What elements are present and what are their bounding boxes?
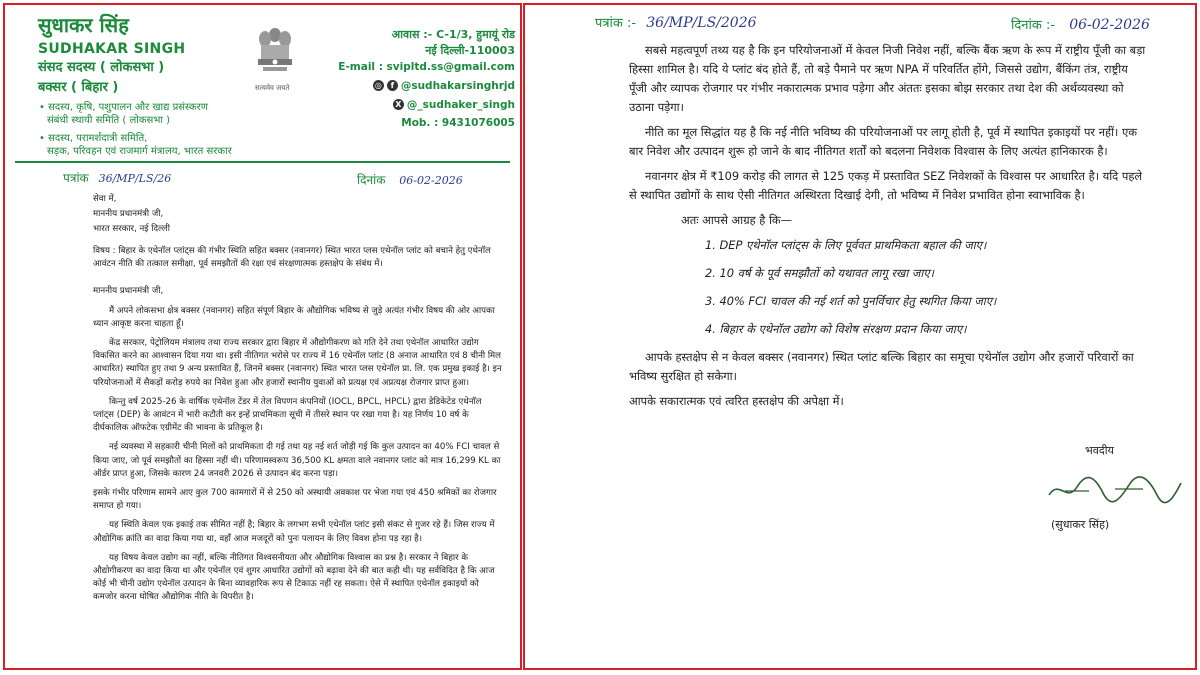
salutation-line: भारत सरकार, नई दिल्ली	[93, 224, 170, 235]
body-paragraph: केंद्र सरकार, पेट्रोलियम मंत्रालय तथा राज्य सरकार द्वारा बिहार में औद्योगीकरण को गति देने तथा एथेनॉल आधारित उद्योग विकसित करने का आश्वासन दिया गया था। इसी नीतिगत भरोसे पर राज्य में 16 एथेनॉल प्लांट (8 अनाज आधारित एवं 8 चीनी मिल आधारित) स्थापित हुए तथा 9 अन्य प्रस्तावित हैं, जिनमें बक्सर (नवानगर) स्थित भारत प्लस एथेनॉल प्रा. लि. एक प्रमुख इकाई है। इन परियोजनाओं में सैकड़ों करोड़ रुपये का निवेश हुआ और हजारों स्थानीय युवाओं को प्रत्यक्ष एवं अप्रत्यक्ष रोजगार प्राप्त हुआ।	[93, 338, 502, 388]
ref-number: 36/MP/LS/26	[98, 172, 172, 185]
body-paragraph: नीति का मूल सिद्धांत यह है कि नई नीति भविष्य की परियोजनाओं पर लागू होती है, पूर्व में स्थापित इकाइयों पर नहीं। एक बार निवेश और उत्पादन शुरू हो जाने के बाद नीतिगत शर्तों को बदलना निवेशक विश्वास के लिए अत्यंत हानिकारक है।	[629, 125, 1138, 158]
closing-paragraph: आपके हस्तक्षेप से न केवल बक्सर (नवानगर) स्थित प्लांट बल्कि बिहार का समूचा एथेनॉल उद्योग और हजारों परिवारों का भविष्य सुरक्षित हो सकेगा।	[629, 350, 1134, 383]
ref-label: पत्रांक :-	[595, 16, 637, 31]
date-block	[357, 171, 463, 188]
request-item: 2. 10 वर्ष के पूर्व समझौतों को यथावत लागू रखा जाए।	[705, 266, 934, 280]
letterhead-post: संसद सदस्य ( लोकसभा )	[38, 60, 165, 75]
date-value: 06-02-2026	[399, 174, 463, 187]
ref-label: पत्रांक	[63, 171, 89, 185]
signature-icon	[1045, 473, 1185, 507]
x-row	[393, 98, 515, 111]
committee-1-line-1: • सदस्य, कृषि, पशुपालन और खाद्य प्रसंस्करण	[39, 102, 208, 113]
letterhead-name-hindi: सुधाकर सिंह	[38, 13, 129, 37]
address-line-2: नई दिल्ली-110003	[425, 44, 515, 57]
date-value: 06-02-2026	[1069, 17, 1150, 33]
date-label: दिनांक :-	[1011, 18, 1056, 33]
subject-line: विषय : बिहार के एथेनॉल प्लांट्स की गंभीर स्थिति सहित बक्सर (नवानगर) स्थित भारत प्लस एथेनॉल प्लांट को बचाने हेतु एथेनॉल आवंटन नीति की तत्काल समीक्षा, पूर्व समझौतों की रक्षा एवं संरक्षणात्मक हस्तक्षेप के संबंध में।	[93, 246, 491, 270]
address-line-1: आवास :- C-1/3, हुमायूं रोड	[391, 28, 515, 41]
body-paragraph: सबसे महत्वपूर्ण तथ्य यह है कि इन परियोजनाओं में केवल निजी निवेश नहीं, बल्कि बैंक ऋण के रूप में राष्ट्रीय पूँजी का बड़ा हिस्सा शामिल है। यदि ये प्लांट बंद होते हैं, तो बड़े पैमाने पर ऋण NPA में परिवर्तित होंगे, जिससे उद्योग, बैंकिंग तंत्र, राष्ट्रीय पूँजी और व्यापक रोजगार पर गंभीर नकारात्मक प्रभाव पड़ेगा और अंततः इसका बोझ सरकार तथा देश की अर्थव्यवस्था को उठाना पड़ेगा।	[629, 43, 1146, 114]
body-paragraph: नवानगर क्षेत्र में ₹109 करोड़ की लागत से 125 एकड़ में प्रस्तावित SEZ निवेशकों के विश्वास पर आधारित है। यदि पहले से स्थापित उद्योगों के साथ ऐसी नीतिगत अस्थिरता दिखाई देगी, तो भविष्य में निवेश प्रभावित होना स्वाभाविक है।	[629, 169, 1143, 202]
ref-number-block	[595, 13, 757, 31]
instagram-icon: ◎	[373, 80, 384, 91]
letterhead-constituency: बक्सर ( बिहार )	[38, 80, 119, 95]
body-paragraph: इसके गंभीर परिणाम सामने आए कुल 700 कामगारों में से 250 को अस्थायी अवकाश पर भेजा गया एवं 450 श्रमिकों का रोजगार समाप्त हो गया।	[93, 488, 497, 512]
handwritten-signature	[1045, 473, 1185, 513]
request-item: 4. बिहार के एथेनॉल उद्योग को विशेष संरक्षण प्रदान किया जाए।	[705, 322, 967, 336]
date-block	[1011, 15, 1150, 33]
body-paragraph: नई व्यवस्था में सहकारी चीनी मिलों को प्राथमिकता दी गई तथा यह नई शर्त जोड़ी गई कि कुल उत्पादन का 40% FCI चावल से किया जाए, जो पूर्व समझौतों का हिस्सा नहीं थी। परिणामस्वरूप 36,500 KL क्षमता वाले नवानगर प्लांट को मात्र 16,299 KL का ऑर्डर प्राप्त हुआ, जिसके कारण 24 जनवरी 2026 से उत्पादन बंद करना पड़ा।	[93, 442, 501, 479]
letter-body-page-1	[93, 245, 503, 611]
request-intro: अतः आपसे आग्रह है कि—	[681, 213, 793, 227]
ref-number: 36/MP/LS/2026	[646, 15, 757, 31]
committee-2-line-1: • सदस्य, परामर्शदात्री समिति,	[39, 133, 148, 144]
date-label: दिनांक	[357, 173, 386, 187]
salutation-line: सेवा में,	[93, 194, 117, 204]
greeting: माननीय प्रधानमंत्री जी,	[93, 286, 164, 297]
email-address: E-mail : svipltd.ss@gmail.com	[338, 61, 515, 73]
signer-name: (सुधाकर सिंह)	[1051, 518, 1110, 531]
letterhead-divider	[15, 161, 510, 163]
letterhead-committee-1	[39, 101, 208, 127]
letter-page-1	[3, 3, 522, 670]
letter-body-page-2	[629, 41, 1149, 417]
closing-line: आपके सकारात्मक एवं त्वरित हस्तक्षेप की अपेक्षा में।	[629, 394, 844, 408]
facebook-icon: f	[387, 80, 398, 91]
body-paragraph: यह स्थिति केवल एक इकाई तक सीमित नहीं है; बिहार के लगभग सभी एथेनॉल प्लांट इसी संकट से गुजर रहे हैं। जिस राज्य में औद्योगिक क्रांति का वादा किया गया था, वहाँ आज मजदूरों को पुनः पलायन के लिए विवश होना पड़ रहा है।	[93, 520, 495, 544]
committee-1-line-2: संबंधी स्थायी समिति ( लोकसभा )	[47, 115, 171, 126]
letterhead-committee-2	[39, 132, 232, 158]
request-item: 1. DEP एथेनॉल प्लांट्स के लिए पूर्ववत प्राथमिकता बहाल की जाए।	[705, 238, 987, 252]
request-item: 3. 40% FCI चावल की नई शर्त को पुनर्विचार हेतु स्थगित किया जाए।	[705, 294, 997, 308]
x-icon: X	[393, 99, 404, 110]
national-emblem-icon	[253, 25, 297, 83]
letterhead-name-english: SUDHAKAR SINGH	[38, 41, 186, 57]
facebook-row	[373, 79, 515, 92]
letter-page-2	[523, 3, 1197, 670]
mobile-number: Mob. : 9431076005	[401, 117, 515, 129]
salutation-line: माननीय प्रधानमंत्री जी,	[93, 209, 164, 220]
committee-2-line-2: सड़क, परिवहन एवं राजमार्ग मंत्रालय, भारत सरकार	[47, 146, 232, 157]
ref-number-block	[63, 169, 171, 186]
valediction: भवदीय	[1085, 444, 1114, 457]
salutation	[93, 193, 503, 237]
body-paragraph: मैं अपने लोकसभा क्षेत्र बक्सर (नवानगर) सहित संपूर्ण बिहार के औद्योगिक भविष्य से जुड़े अत्यंत गंभीर विषय की ओर आपका ध्यान आकृष्ट करना चाहता हूँ।	[93, 305, 495, 329]
emblem-caption: सत्यमेव जयते	[255, 84, 290, 92]
body-paragraph: यह विषय केवल उद्योग का नहीं, बल्कि नीतिगत विश्वसनीयता और औद्योगिक विश्वास का प्रश्न है। सरकार ने बिहार के औद्योगीकरण का वादा किया था और एथेनॉल एवं शुगर आधारित उद्योगों को बढ़ावा देने की बात कही थी। यह सर्वविदित है कि आज कोई भी चीनी उद्योग एथेनॉल उत्पादन के बिना व्यावहारिक रूप से टिकाऊ नहीं रह सकता। ऐसे में स्थापित एथेनॉल इकाइयों को कमजोर करना घोषित औद्योगिक नीति के विपरीत है।	[93, 552, 495, 603]
x-handle: @_sudhaker_singh	[406, 98, 515, 111]
facebook-handle: @sudhakarsinghrjd	[400, 79, 515, 92]
body-paragraph: किन्तु वर्ष 2025-26 के वार्षिक एथेनॉल टेंडर में तेल विपणन कंपनियों (IOCL, BPCL, HPCL) द्वारा डेडिकेटेड एथेनॉल प्लांट्स (DEP) के आवंटन में भारी कटौती कर इन्हें प्राथमिकता सूची में तीसरे स्थान पर रखा गया है। यह निर्णय 10 वर्ष के दीर्घकालिक ऑफटेक एग्रीमेंट की भावना के प्रतिकूल है।	[93, 396, 482, 434]
